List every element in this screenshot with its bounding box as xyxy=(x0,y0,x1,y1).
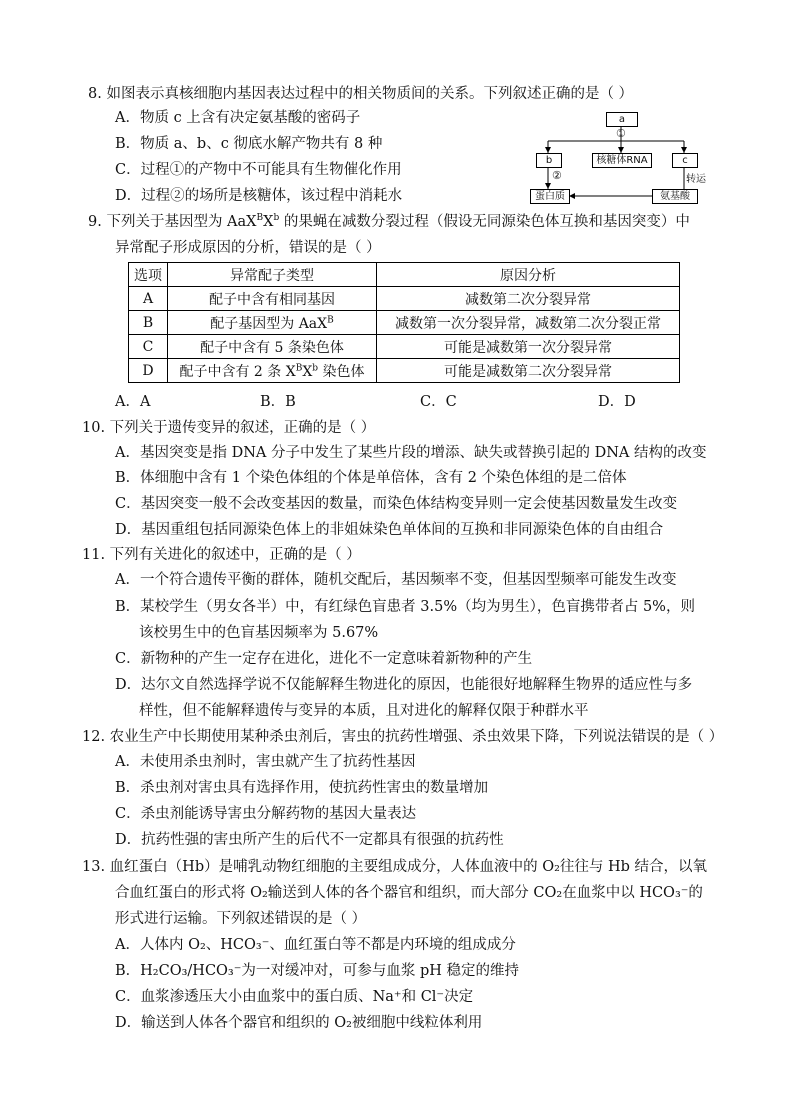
q10-option-d: D．基因重组包括同源染色体上的非姐妹染色单体间的互换和非同源染色体的自由组合 xyxy=(115,522,664,538)
q8-step2-label: ② xyxy=(552,169,562,182)
q8-node-protein: 蛋白质 xyxy=(530,189,570,204)
table-row xyxy=(129,359,680,383)
q10-stem: 10. 下列关于遗传变异的叙述，正确的是（ ） xyxy=(82,420,376,436)
q8-option-c: C．过程①的产物中不可能具有生物催化作用 xyxy=(115,162,402,178)
q9-answer-d: D．D xyxy=(598,394,636,410)
q12-stem: 12. 农业生产中长期使用某种杀虫剂后，害虫的抗药性增强、杀虫效果下降，下列说法错误的是（ ） xyxy=(82,729,724,745)
q13-option-d: D．输送到人体各个器官和组织的 O₂被细胞中线粒体利用 xyxy=(115,1015,483,1031)
table-header: 选项 xyxy=(129,263,168,287)
q12-option-b: B．杀虫剂对害虫具有选择作用，使抗药性害虫的数量增加 xyxy=(115,780,489,796)
q8-option-d: D．过程②的场所是核糖体，该过程中消耗水 xyxy=(115,188,403,204)
q13-stem-3: 形式进行运输。下列叙述错误的是（ ） xyxy=(115,911,367,927)
q13-option-b: B．H₂CO₃/HCO₃⁻为一对缓冲对，可参与血浆 pH 稳定的维持 xyxy=(115,963,520,979)
q8-option-b: B．物质 a、b、c 彻底水解产物共有 8 种 xyxy=(115,136,383,152)
q9-stem-line2: 异常配子形成原因的分析，错误的是（ ） xyxy=(115,240,381,256)
q13-option-a: A．人体内 O₂、HCO₃⁻、血红蛋白等不都是内环境的组成成分 xyxy=(115,937,516,953)
q9-stem-line1: 9. 下列关于基因型为 $AaX^BX^b$ 的果蝇在减数分裂过程（假设无同源染色体互换和基因突变）中 xyxy=(88,213,690,230)
q10-option-c: C．基因突变一般不会改变基因的数量，而染色体结构变异则一定会使基因数量发生改变 xyxy=(115,496,678,512)
q8-node-rrna: 核糖体RNA xyxy=(592,153,652,168)
q11-option-d: D．达尔文自然选择学说不仅能解释生物进化的原因，也能很好地解释生物界的适应性与多 xyxy=(115,677,693,693)
q13-stem-2: 合血红蛋白的形式将 O₂输送到人体的各个器官和组织，而大部分 CO₂在血浆中以 HCO₃⁻的 xyxy=(115,885,703,901)
table-cell: 配子基因型为 AaX$^B$ xyxy=(168,311,377,335)
table-cell: D xyxy=(129,359,168,383)
table-row xyxy=(129,287,680,311)
table-header: 原因分析 xyxy=(377,263,680,287)
q9-answer-b: B．B xyxy=(260,394,296,410)
q12-option-d: D．抗药性强的害虫所产生的后代不一定都具有很强的抗药性 xyxy=(115,832,504,848)
table-row xyxy=(129,335,680,359)
q11-option-d-cont: 样性，但不能解释遗传与变异的本质，且对进化的解释仅限于种群水平 xyxy=(139,703,589,719)
table-cell: 减数第二次分裂异常 xyxy=(377,287,680,311)
table-cell: 可能是减数第二次分裂异常 xyxy=(377,359,680,383)
table-cell: 配子中含有 5 条染色体 xyxy=(168,335,377,359)
q8-node-b: b xyxy=(536,153,562,168)
table-row xyxy=(129,311,680,335)
q8-transport-label: 转运 xyxy=(686,174,706,185)
q12-option-a: A．未使用杀虫剂时，害虫就产生了抗药性基因 xyxy=(115,754,416,770)
q9-table xyxy=(128,262,680,383)
q11-stem: 11. 下列有关进化的叙述中，正确的是（ ） xyxy=(82,547,361,563)
q11-option-b: B．某校学生（男女各半）中，有红绿色盲患者 3.5%（均为男生），色盲携带者占 5%，则 xyxy=(115,599,695,615)
q8-option-a: A．物质 c 上含有决定氨基酸的密码子 xyxy=(115,110,361,126)
table-cell: A xyxy=(129,287,168,311)
q8-step1-label: ① xyxy=(616,127,626,140)
q8-node-a: a xyxy=(606,112,638,127)
q13-stem-1: 13. 血红蛋白（Hb）是哺乳动物红细胞的主要组成成分，人体血液中的 O₂往往与 Hb 结合，以氧 xyxy=(82,859,708,875)
table-cell: C xyxy=(129,335,168,359)
table-cell: 配子中含有 2 条 $X^BX^b$ 染色体 xyxy=(168,359,377,383)
q11-option-c: C．新物种的产生一定存在进化，进化不一定意味着新物种的产生 xyxy=(115,651,533,667)
table-cell: B xyxy=(129,311,168,335)
q11-option-b-cont: 该校男生中的色盲基因频率为 5.67% xyxy=(139,625,379,641)
q8-stem: 8. 如图表示真核细胞内基因表达过程中的相关物质间的关系。下列叙述正确的是（ ） xyxy=(88,86,634,102)
q13-option-c: C．血浆渗透压大小由血浆中的蛋白质、Na⁺和 Cl⁻决定 xyxy=(115,989,474,1005)
table-cell: 配子中含有相同基因 xyxy=(168,287,377,311)
q8-node-c: c xyxy=(672,153,698,168)
q9-answer-a: A．A xyxy=(115,394,151,410)
q8-node-amino-acid: 氨基酸 xyxy=(652,189,698,204)
q12-option-c: C．杀虫剂能诱导害虫分解药物的基因大量表达 xyxy=(115,806,417,822)
table-cell: 减数第一次分裂异常，减数第二次分裂正常 xyxy=(377,311,680,335)
table-cell: 可能是减数第一次分裂异常 xyxy=(377,335,680,359)
q9-answer-c: C．C xyxy=(420,394,457,410)
table-header: 异常配子类型 xyxy=(168,263,377,287)
q10-option-b: B．体细胞中含有 1 个染色体组的个体是单倍体，含有 2 个染色体组的是二倍体 xyxy=(115,470,627,486)
q10-option-a: A．基因突变是指 DNA 分子中发生了某些片段的增添、缺失或替换引起的 DNA 结构的改变 xyxy=(115,445,707,461)
q11-option-a: A．一个符合遗传平衡的群体，随机交配后，基因频率不变，但基因型频率可能发生改变 xyxy=(115,572,677,588)
table-header-row xyxy=(129,263,680,287)
